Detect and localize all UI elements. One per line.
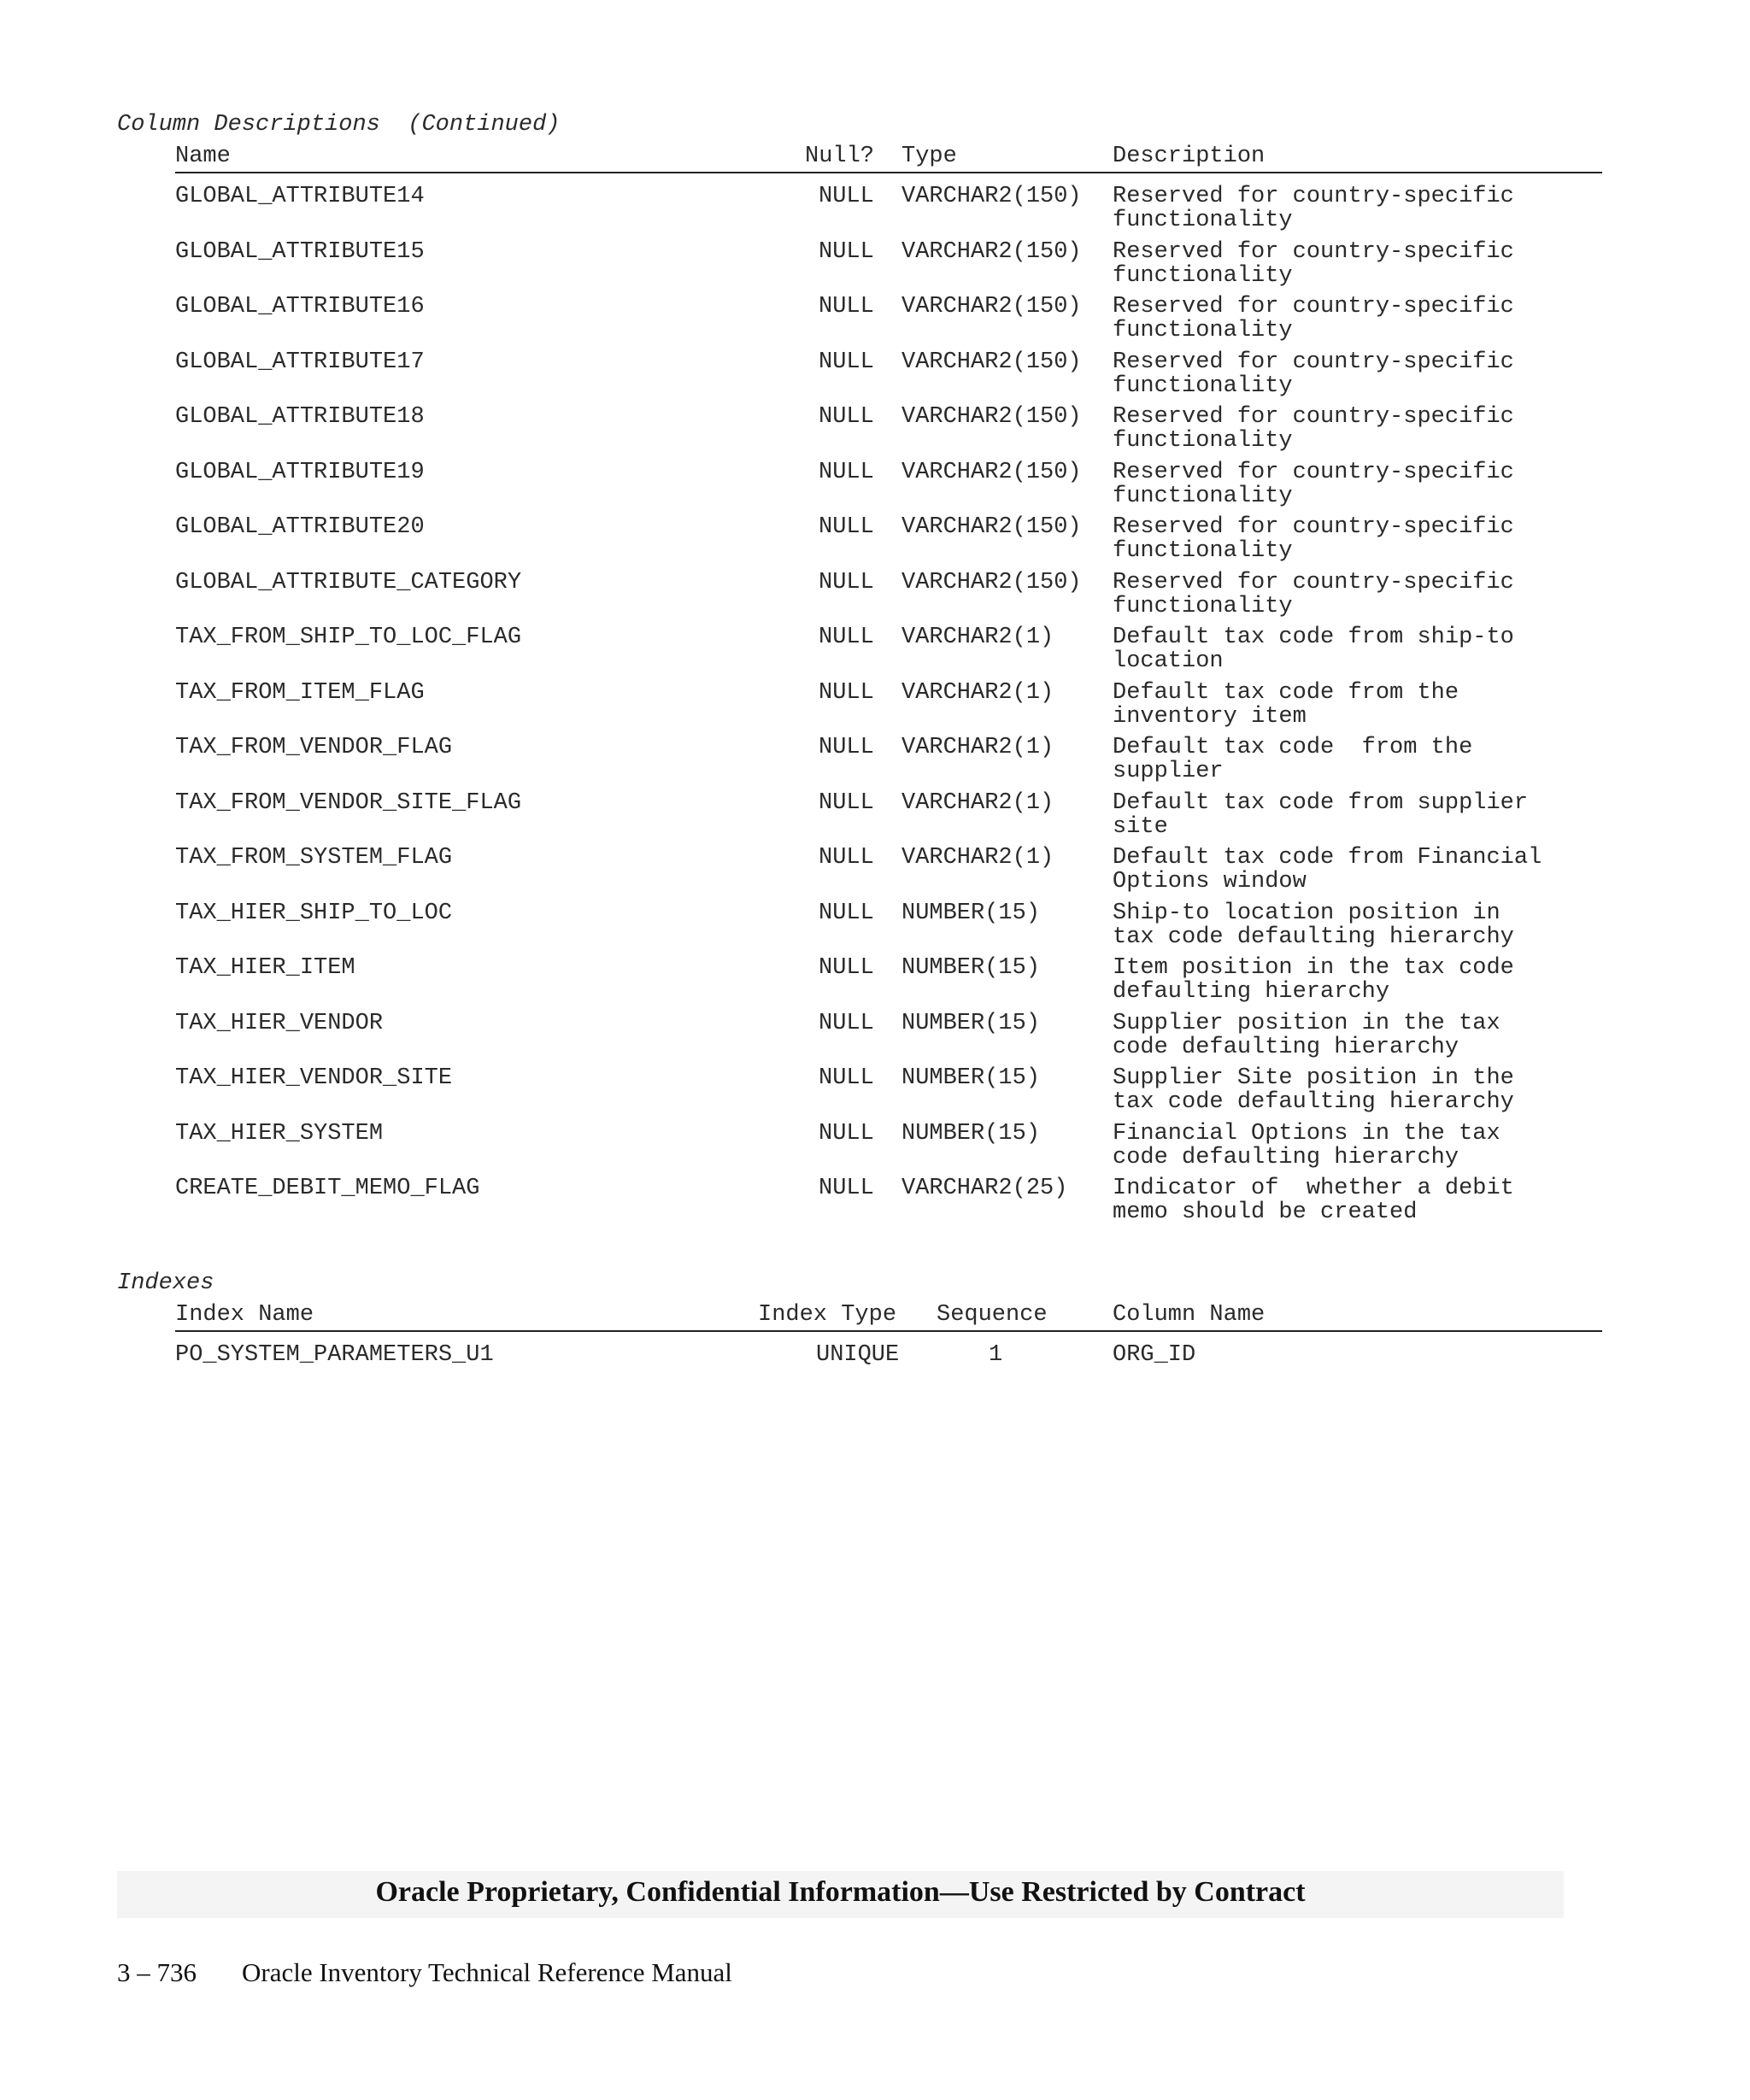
header-index-type: Index Type [758, 1302, 897, 1328]
null-cell: NULL [819, 1121, 874, 1147]
type-cell: VARCHAR2(150) [901, 239, 1082, 265]
null-cell: NULL [819, 404, 874, 430]
column-descriptions-title: Column Descriptions (Continued) [117, 112, 561, 138]
index-name-cell: PO_SYSTEM_PARAMETERS_U1 [175, 1342, 494, 1368]
table-row [0, 1176, 1750, 1231]
table-row [0, 515, 1750, 570]
description-line: code defaulting hierarchy [1113, 1035, 1459, 1060]
null-cell: NULL [819, 625, 874, 650]
description-line: Reserved for country-specific [1113, 294, 1514, 320]
column-name-cell: TAX_HIER_ITEM [175, 955, 355, 981]
description-cell [1113, 1122, 1500, 1170]
description-line: code defaulting hierarchy [1113, 1145, 1459, 1170]
description-line: defaulting hierarchy [1113, 979, 1390, 1005]
description-line: site [1113, 814, 1168, 840]
table-row [0, 625, 1750, 680]
null-cell: NULL [819, 239, 874, 265]
description-line: tax code defaulting hierarchy [1113, 1089, 1514, 1115]
description-cell [1113, 515, 1514, 563]
table-row [0, 460, 1750, 515]
table-row [0, 240, 1750, 295]
column-name-cell: GLOBAL_ATTRIBUTE14 [175, 184, 425, 209]
null-cell: NULL [819, 845, 874, 871]
table-row [0, 1122, 1750, 1176]
description-cell [1113, 901, 1514, 949]
type-cell: VARCHAR2(1) [901, 680, 1054, 706]
description-cell [1113, 295, 1514, 343]
table-row [0, 571, 1750, 625]
confidential-notice: Oracle Proprietary, Confidential Information––Use Restricted by Contract [375, 1876, 1306, 1908]
table-row [0, 736, 1750, 790]
null-cell: NULL [819, 460, 874, 485]
description-line: Financial Options in the tax [1113, 1121, 1500, 1147]
column-header-rule [175, 172, 1602, 173]
null-cell: NULL [819, 680, 874, 706]
description-line: functionality [1113, 318, 1293, 343]
header-null: Null? [805, 144, 875, 169]
description-line: supplier [1113, 759, 1224, 784]
description-cell [1113, 736, 1472, 783]
type-cell: VARCHAR2(150) [901, 349, 1082, 375]
type-cell: NUMBER(15) [901, 900, 1041, 926]
description-line: functionality [1113, 428, 1293, 454]
column-name-cell: TAX_FROM_SYSTEM_FLAG [175, 845, 453, 871]
column-name-cell: GLOBAL_ATTRIBUTE18 [175, 404, 425, 430]
column-name-cell: TAX_FROM_VENDOR_SITE_FLAG [175, 790, 522, 816]
page-number: 3 – 736 [117, 1957, 197, 1987]
description-line: tax code defaulting hierarchy [1113, 924, 1514, 950]
description-cell [1113, 625, 1514, 673]
type-cell: NUMBER(15) [901, 1011, 1041, 1036]
type-cell: VARCHAR2(150) [901, 184, 1082, 209]
table-row [0, 681, 1750, 736]
null-cell: NULL [819, 184, 874, 209]
description-line: Reserved for country-specific [1113, 460, 1514, 485]
description-cell [1113, 185, 1514, 232]
index-column-name-cell: ORG_ID [1113, 1342, 1196, 1368]
null-cell: NULL [819, 1176, 874, 1201]
column-name-cell: TAX_HIER_VENDOR_SITE [175, 1065, 453, 1091]
type-cell: VARCHAR2(150) [901, 294, 1082, 320]
description-line: Default tax code from Financial [1113, 845, 1542, 871]
description-line: Reserved for country-specific [1113, 514, 1514, 540]
header-column-name: Column Name [1113, 1302, 1266, 1328]
column-name-cell: CREATE_DEBIT_MEMO_FLAG [175, 1176, 480, 1201]
description-cell [1113, 681, 1459, 729]
header-sequence: Sequence [937, 1302, 1048, 1328]
description-cell [1113, 460, 1514, 508]
null-cell: NULL [819, 955, 874, 981]
index-sequence-cell: 1 [989, 1342, 1003, 1368]
description-line: Supplier Site position in the [1113, 1065, 1514, 1091]
description-line: Reserved for country-specific [1113, 239, 1514, 265]
description-line: location [1113, 648, 1224, 674]
description-cell [1113, 240, 1514, 288]
table-row [0, 295, 1750, 349]
type-cell: VARCHAR2(150) [901, 514, 1082, 540]
null-cell: NULL [819, 790, 874, 816]
column-name-cell: GLOBAL_ATTRIBUTE16 [175, 294, 425, 320]
table-row [0, 185, 1750, 239]
description-line: Item position in the tax code [1113, 955, 1514, 981]
null-cell: NULL [819, 735, 874, 760]
table-row [0, 350, 1750, 405]
table-row [0, 791, 1750, 846]
column-name-cell: GLOBAL_ATTRIBUTE20 [175, 514, 425, 540]
description-line: functionality [1113, 594, 1293, 619]
description-line: functionality [1113, 208, 1293, 233]
description-line: Default tax code from the [1113, 735, 1473, 760]
manual-title: Oracle Inventory Technical Reference Manual [242, 1957, 732, 1987]
description-line: functionality [1113, 484, 1293, 509]
description-line: Indicator of whether a debit [1113, 1176, 1514, 1201]
null-cell: NULL [819, 294, 874, 320]
type-cell: VARCHAR2(1) [901, 845, 1054, 871]
index-header-rule [175, 1330, 1602, 1332]
description-cell [1113, 350, 1514, 398]
column-name-cell: GLOBAL_ATTRIBUTE_CATEGORY [175, 570, 522, 595]
description-cell [1113, 846, 1542, 894]
table-row [0, 1066, 1750, 1121]
null-cell: NULL [819, 349, 874, 375]
description-line: Reserved for country-specific [1113, 404, 1514, 430]
header-index-name: Index Name [175, 1302, 314, 1328]
column-name-cell: TAX_FROM_ITEM_FLAG [175, 680, 425, 706]
description-line: Default tax code from ship-to [1113, 625, 1514, 650]
table-row [0, 956, 1750, 1011]
table-row [0, 901, 1750, 956]
column-name-cell: TAX_HIER_SYSTEM [175, 1121, 384, 1147]
table-row [0, 846, 1750, 900]
type-cell: VARCHAR2(1) [901, 790, 1054, 816]
type-cell: VARCHAR2(25) [901, 1176, 1068, 1201]
description-cell [1113, 1012, 1500, 1059]
type-cell: VARCHAR2(1) [901, 735, 1054, 760]
type-cell: VARCHAR2(150) [901, 460, 1082, 485]
type-cell: VARCHAR2(150) [901, 570, 1082, 595]
description-line: Default tax code from supplier [1113, 790, 1529, 816]
column-name-cell: GLOBAL_ATTRIBUTE19 [175, 460, 425, 485]
null-cell: NULL [819, 1065, 874, 1091]
column-name-cell: GLOBAL_ATTRIBUTE15 [175, 239, 425, 265]
description-line: inventory item [1113, 704, 1307, 730]
column-name-cell: TAX_HIER_SHIP_TO_LOC [175, 900, 453, 926]
null-cell: NULL [819, 1011, 874, 1036]
description-line: Ship-to location position in [1113, 900, 1500, 926]
column-name-cell: TAX_HIER_VENDOR [175, 1011, 384, 1036]
description-line: Options window [1113, 869, 1307, 895]
type-cell: NUMBER(15) [901, 1065, 1041, 1091]
description-cell [1113, 956, 1514, 1004]
type-cell: NUMBER(15) [901, 955, 1041, 981]
index-type-cell: UNIQUE [816, 1342, 900, 1368]
column-name-cell: GLOBAL_ATTRIBUTE17 [175, 349, 425, 375]
type-cell: VARCHAR2(1) [901, 625, 1054, 650]
description-line: Supplier position in the tax [1113, 1011, 1500, 1036]
type-cell: VARCHAR2(150) [901, 404, 1082, 430]
indexes-title: Indexes [117, 1270, 214, 1296]
header-name: Name [175, 144, 231, 169]
header-description: Description [1113, 144, 1266, 169]
null-cell: NULL [819, 570, 874, 595]
type-cell: NUMBER(15) [901, 1121, 1041, 1147]
null-cell: NULL [819, 514, 874, 540]
description-cell [1113, 1176, 1514, 1224]
description-cell [1113, 405, 1514, 453]
null-cell: NULL [819, 900, 874, 926]
header-type: Type [901, 144, 957, 169]
description-cell [1113, 571, 1514, 619]
description-line: functionality [1113, 538, 1293, 564]
description-cell [1113, 1066, 1514, 1114]
description-line: functionality [1113, 373, 1293, 399]
table-row [0, 1012, 1750, 1066]
description-cell [1113, 791, 1528, 839]
description-line: Reserved for country-specific [1113, 184, 1514, 209]
description-line: Default tax code from the [1113, 680, 1459, 706]
column-name-cell: TAX_FROM_SHIP_TO_LOC_FLAG [175, 625, 522, 650]
description-line: memo should be created [1113, 1200, 1418, 1225]
description-line: Reserved for country-specific [1113, 349, 1514, 375]
table-row [0, 405, 1750, 460]
description-line: functionality [1113, 263, 1293, 289]
column-name-cell: TAX_FROM_VENDOR_FLAG [175, 735, 453, 760]
description-line: Reserved for country-specific [1113, 570, 1514, 595]
